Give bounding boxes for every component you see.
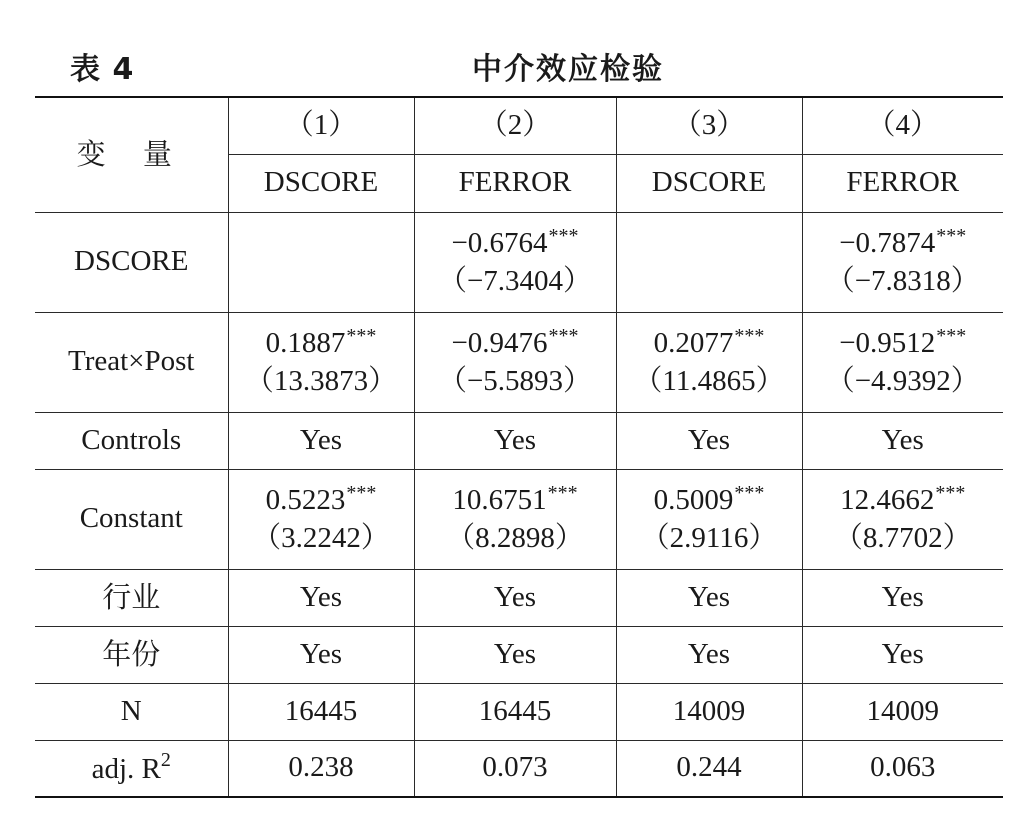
table-cell: 16445 [228, 683, 414, 740]
table-cell [414, 212, 616, 312]
row-label: Treat×Post [35, 312, 228, 412]
row-label: Controls [35, 412, 228, 469]
t-statistic: （−4.9392） [825, 365, 980, 397]
table-row-constant [35, 469, 1003, 569]
table-cell: 0.063 [802, 740, 1003, 797]
table-caption [0, 44, 1033, 88]
header-row-columns [35, 97, 1003, 154]
table-cell [414, 312, 616, 412]
t-statistic: （−7.8318） [825, 265, 980, 297]
table-cell [228, 212, 414, 312]
table-cell: 0.238 [228, 740, 414, 797]
table-row-controls [35, 412, 1003, 469]
significance-stars: *** [734, 482, 765, 505]
column-number: （3） [616, 97, 802, 154]
t-statistic: （13.3873） [244, 365, 398, 397]
regression-table [35, 96, 1003, 798]
significance-stars: *** [935, 482, 966, 505]
t-statistic: （−5.5893） [437, 365, 593, 397]
table-row-industry [35, 569, 1003, 626]
table-row-n [35, 683, 1003, 740]
coefficient: −0.6764 [451, 227, 548, 260]
table-cell: Yes [802, 569, 1003, 626]
table-title: 中介效应检验 [472, 52, 664, 87]
table-cell [802, 212, 1003, 312]
row-label-superscript: 2 [160, 749, 171, 772]
coefficient: −0.9512 [839, 327, 936, 360]
row-label: Constant [35, 469, 228, 569]
table-row-dscore [35, 212, 1003, 312]
coefficient: 12.4662 [840, 484, 935, 517]
t-statistic: （8.7702） [833, 522, 972, 554]
dependent-variable: DSCORE [616, 154, 802, 212]
coefficient: 0.2077 [653, 327, 734, 360]
significance-stars: *** [548, 225, 579, 248]
coefficient: 0.5223 [265, 484, 346, 517]
column-number: （4） [802, 97, 1003, 154]
stub-header: 变 量 [35, 97, 228, 212]
table-cell [802, 312, 1003, 412]
t-statistic: （3.2242） [252, 522, 390, 554]
table-cell: Yes [414, 412, 616, 469]
dependent-variable: FERROR [414, 154, 616, 212]
dependent-variable: FERROR [802, 154, 1003, 212]
table-row-year [35, 626, 1003, 683]
coefficient: −0.9476 [451, 327, 548, 360]
row-label-main: adj. R [91, 753, 161, 786]
table-cell [414, 469, 616, 569]
t-statistic: （2.9116） [640, 522, 778, 554]
table-cell: Yes [616, 569, 802, 626]
significance-stars: *** [936, 225, 967, 248]
table-cell [802, 469, 1003, 569]
dependent-variable: DSCORE [228, 154, 414, 212]
table-cell: 14009 [802, 683, 1003, 740]
significance-stars: *** [346, 325, 377, 348]
row-label: 年份 [35, 626, 228, 683]
significance-stars: *** [346, 482, 377, 505]
table-cell: Yes [802, 626, 1003, 683]
table-cell [228, 312, 414, 412]
table-cell: 16445 [414, 683, 616, 740]
significance-stars: *** [547, 482, 578, 505]
table-row-treat-post [35, 312, 1003, 412]
significance-stars: *** [936, 325, 967, 348]
table-cell: Yes [228, 626, 414, 683]
row-label: 行业 [35, 569, 228, 626]
table-cell: Yes [414, 626, 616, 683]
table-row-adj-r2 [35, 740, 1003, 797]
table-cell: Yes [802, 412, 1003, 469]
coefficient: 0.5009 [653, 484, 734, 517]
table-cell: Yes [228, 569, 414, 626]
table-cell: 0.073 [414, 740, 616, 797]
column-number: （1） [228, 97, 414, 154]
coefficient: 0.1887 [265, 327, 346, 360]
table-cell: 14009 [616, 683, 802, 740]
table-cell: Yes [616, 412, 802, 469]
table-cell [616, 212, 802, 312]
table-number: 表 4 [70, 52, 135, 87]
table-cell: Yes [228, 412, 414, 469]
table-cell: Yes [414, 569, 616, 626]
row-label [35, 740, 228, 797]
table-cell [616, 312, 802, 412]
table-cell [616, 469, 802, 569]
row-label: DSCORE [35, 212, 228, 312]
column-number: （2） [414, 97, 616, 154]
coefficient: 10.6751 [452, 484, 547, 517]
t-statistic: （8.2898） [446, 522, 584, 554]
row-label: N [35, 683, 228, 740]
table-cell [228, 469, 414, 569]
t-statistic: （−7.3404） [437, 265, 593, 297]
significance-stars: *** [734, 325, 765, 348]
coefficient: −0.7874 [839, 227, 936, 260]
table-cell: Yes [616, 626, 802, 683]
table-cell: 0.244 [616, 740, 802, 797]
t-statistic: （11.4865） [633, 365, 785, 397]
significance-stars: *** [548, 325, 579, 348]
